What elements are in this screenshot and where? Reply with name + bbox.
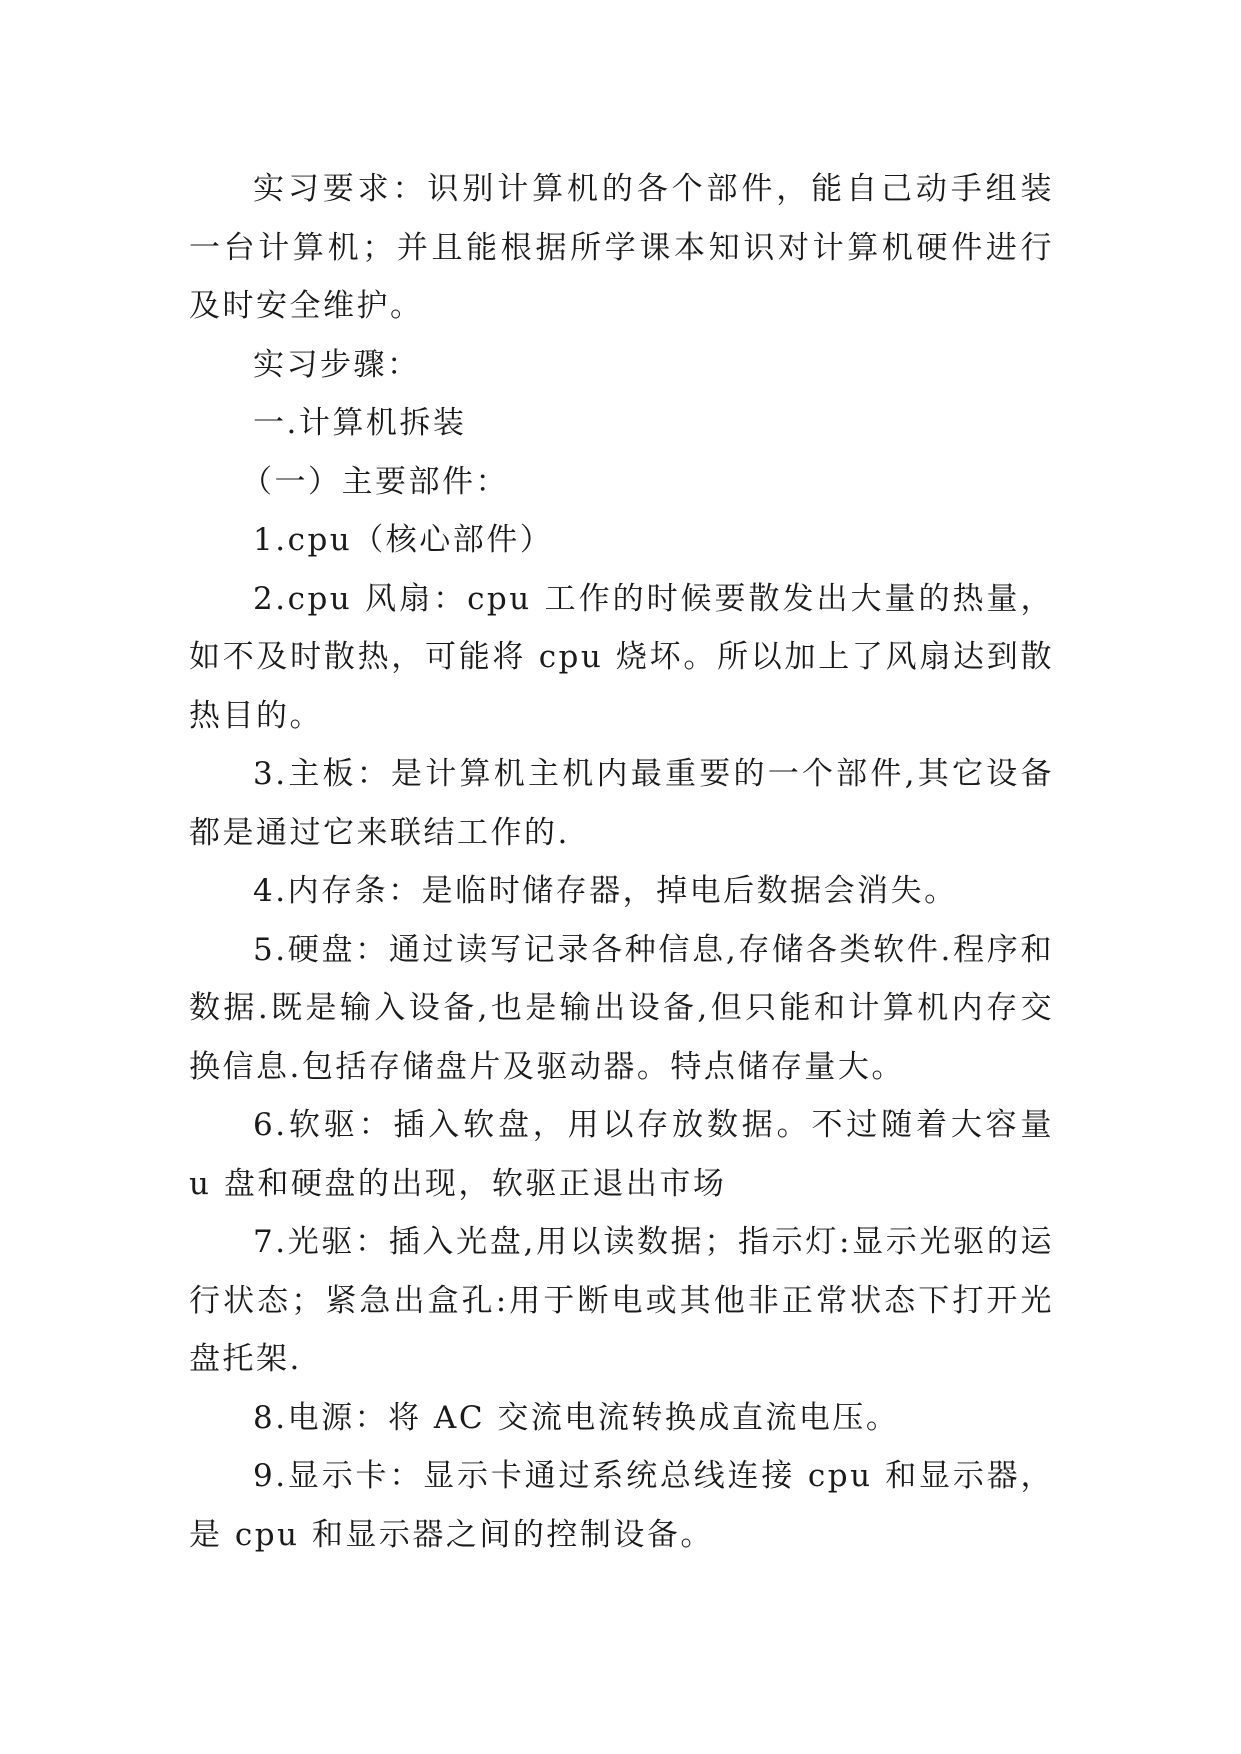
list-item-hard-disk: 5.硬盘：通过读写记录各种信息,存储各类软件.程序和数据.既是输入设备,也是输出设备,但只能和计算机内存交换信息.包括存储盘片及驱动器。特点储存量大。 — [189, 931, 1054, 1085]
paragraph-steps-heading: 实习步骤： — [253, 346, 421, 383]
paragraph-requirements: 实习要求：识别计算机的各个部件，能自己动手组装一台计算机；并且能根据所学课本知识对计算机硬件进行及时安全维护。 — [189, 171, 1054, 324]
list-item-cpu: 1.cpu（核心部件） — [253, 522, 554, 558]
subsection-heading-main-parts: （一）主要部件： — [241, 463, 509, 500]
list-item-power-supply: 8.电源：将 AC 交流电流转换成直流电压。 — [253, 1399, 900, 1436]
list-item-memory: 4.内存条：是临时储存器，掉电后数据会消失。 — [253, 873, 958, 909]
list-item-floppy-drive: 6.软驱：插入软盘，用以存放数据。不过随着大容量 u 盘和硬盘的出现，软驱正退出市场 — [189, 1107, 1054, 1202]
section-heading-disassembly: 一.计算机拆装 — [253, 405, 467, 441]
list-item-optical-drive: 7.光驱：插入光盘,用以读数据；指示灯:显示光驱的运行状态；紧急出盒孔:用于断电或其他非正常状态下打开光盘托架. — [189, 1224, 1054, 1377]
list-item-graphics-card: 9.显示卡：显示卡通过系统总线连接 cpu 和显示器，是 cpu 和显示器之间的控制设备。 — [189, 1458, 1054, 1553]
list-item-motherboard: 3.主板：是计算机主机内最重要的一个部件,其它设备都是通过它来联结工作的. — [189, 756, 1054, 851]
document-body — [189, 160, 1054, 1564]
list-item-cpu-fan: 2.cpu 风扇：cpu 工作的时候要散发出大量的热量，如不及时散热，可能将 cpu 烧坏。所以加上了风扇达到散热目的。 — [189, 580, 1054, 734]
